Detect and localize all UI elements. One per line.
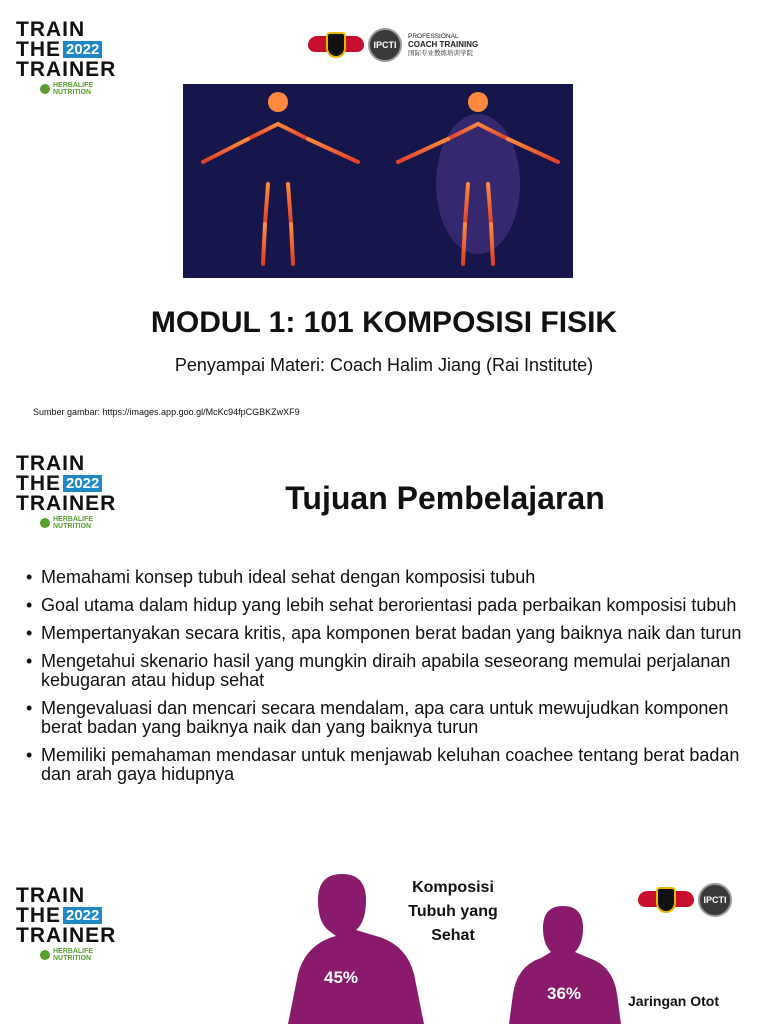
slide-2 [0,438,768,848]
list-item: • Mempertanyakan secara kritis, apa komponen berat badan yang baiknya naik dan turun [26,624,756,643]
ipcti-text: PROFESSIONAL COACH TRAINING 国际专业教练培训学院 [408,32,479,57]
list-item: • Memiliki pemahaman mendasar untuk menjawab keluhan coachee tentang berat badan dan arah gaya hidupnya [26,746,756,784]
list-item: • Mengetahui skenario hasil yang mungkin diraih apabila seseorang memulai perjalanan kebugaran atau hidup sehat [26,652,756,690]
slide-1 [0,0,768,432]
herbalife-leaf-icon [40,84,50,94]
ipcti-logo: IPCTI [698,883,732,917]
figure-large-percentage: 45% [324,968,359,987]
ipcti-logo: IPCTI [368,28,402,62]
list-item: • Memahami konsep tubuh ideal sehat dengan komposisi tubuh [26,568,756,587]
partner-logos [638,883,732,917]
skeleton-hero-image [183,84,573,278]
slide-3 [0,856,768,1024]
list-item: • Mengevaluasi dan mencari secara mendalam, apa cara untuk mewujudkan komponen berat badan yang baiknya naik dan yang baiknya turun [26,699,756,737]
slide-title: Komposisi Tubuh yang Sehat [408,879,498,944]
module-title: MODUL 1: 101 KOMPOSISI FISIK [150,306,618,339]
list-item: • Goal utama dalam hidup yang lebih sehat berorientasi pada perbaikan komposisi tubuh [26,596,756,615]
herbalife-leaf-icon [40,518,50,528]
image-source-note: Sumber gambar: https://images.app.goo.gl/McKc94fpCGBKZwXF9 [33,407,300,417]
train-the-trainer-logo: TRAIN THE 2022 TRAINER HERBALIFE NUTRITION [16,886,126,962]
partner-logos [308,28,478,62]
learning-objectives-list [26,568,756,793]
muscle-tissue-label: Jaringan Otot [628,993,720,1009]
herbalife-logo: HERBALIFE NUTRITION [40,516,126,530]
herbalife-logo: HERBALIFE NUTRITION [40,82,126,96]
winged-shield-logo-icon [638,883,694,917]
herbalife-logo: HERBALIFE NUTRITION [40,948,126,962]
train-the-trainer-logo: TRAIN THE 2022 TRAINER HERBALIFE NUTRITION [16,454,126,530]
presenter-subtitle: Penyampai Materi: Coach Halim Jiang (Rai Institute) [174,355,594,375]
train-the-trainer-logo: TRAIN THE 2022 TRAINER HERBALIFE NUTRITION [16,20,126,96]
winged-shield-logo-icon [308,28,364,62]
slide-title: Tujuan Pembelajaran [285,480,605,516]
body-figure-small-icon [505,906,625,1024]
herbalife-leaf-icon [40,950,50,960]
figure-small-percentage: 36% [547,984,582,1003]
